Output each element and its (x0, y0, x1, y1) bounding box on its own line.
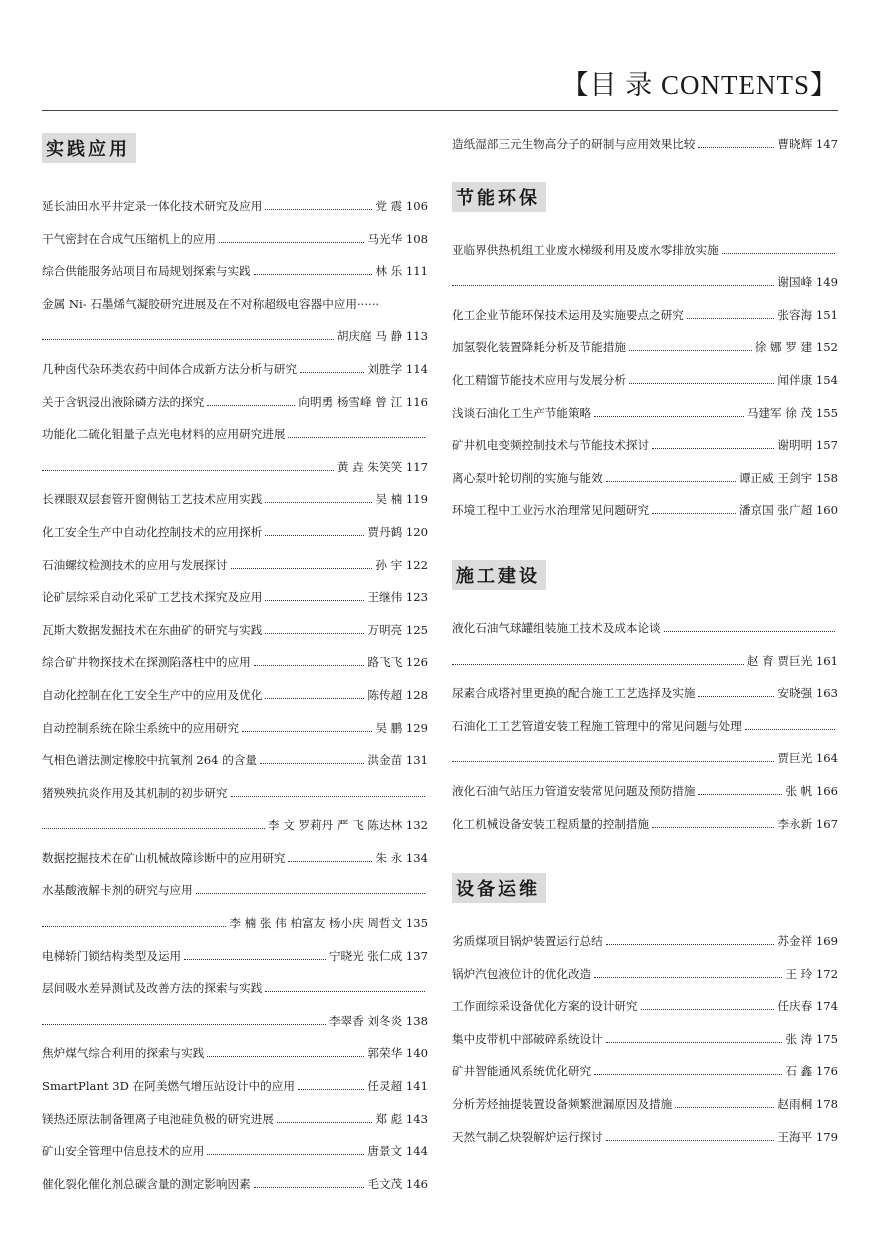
toc-entry[interactable] (42, 712, 428, 745)
toc-entry-author-page: 张 涛 175 (785, 1031, 838, 1046)
toc-entry-author-page: 贾巨光 164 (777, 751, 838, 766)
toc-entry-title: 化工机械设备安装工程质量的控制措施 (452, 816, 650, 831)
toc-entry-author-page: 任灵超 141 (367, 1079, 428, 1094)
toc-entry-author-page: 宁晓光 张仁成 137 (328, 948, 428, 963)
right-column (452, 128, 838, 1153)
dot-leader (452, 761, 774, 762)
toc-entry[interactable] (42, 386, 428, 419)
toc-entry-title: 环境工程中工业污水治理常见问题研究 (452, 503, 650, 518)
dot-leader (254, 274, 373, 275)
toc-entry-author-page: 谢明明 157 (777, 438, 838, 453)
toc-entry-author-page: 陈传超 128 (367, 687, 428, 702)
toc-entry-author-page: 李翠香 刘冬炎 138 (328, 1013, 428, 1028)
toc-entry[interactable] (42, 581, 428, 614)
toc-entry[interactable] (42, 223, 428, 256)
dot-leader (254, 665, 365, 666)
toc-entry-title: 液化石油气球罐组装施工技术及成本论谈 (452, 620, 661, 635)
toc-entry-author-page: 王继伟 123 (367, 590, 428, 605)
dot-leader (42, 470, 334, 471)
toc-entry-author-page: 郑 彪 143 (375, 1111, 428, 1126)
toc-entry[interactable] (42, 874, 428, 907)
dot-leader (594, 977, 782, 978)
dot-leader (722, 253, 835, 254)
toc-entry-title: 金属 Ni- 石墨烯气凝胶研究进展及在不对称超级电容器中应用······ (42, 296, 380, 311)
toc-entry-title: 长裸眼双层套管开窗侧钻工艺技术应用实践 (42, 492, 263, 507)
toc-entry[interactable] (452, 1121, 838, 1154)
toc-entry-author-page: 毛文茂 146 (367, 1176, 428, 1191)
toc-entry-author-page: 王 玲 172 (785, 966, 838, 981)
dot-leader (219, 242, 364, 243)
dot-leader (606, 1042, 783, 1043)
toc-entry-author-page: 林 乐 111 (375, 264, 428, 279)
toc-entry[interactable] (452, 808, 838, 841)
dot-leader (452, 285, 774, 286)
contents-title: 【目 录 CONTENTS】 (561, 70, 838, 100)
toc-entry[interactable] (452, 710, 838, 743)
toc-entry[interactable] (452, 234, 838, 267)
section-title: 施工建设 (452, 560, 546, 590)
dot-leader (288, 437, 425, 438)
toc-entry[interactable] (452, 958, 838, 991)
dot-leader (452, 664, 744, 665)
toc-entry-title: 层间吸水差异测试及改善方法的探索与实践 (42, 981, 263, 996)
toc-entry[interactable] (42, 288, 428, 321)
toc-entry-title: 造纸湿部三元生物高分子的研制与应用效果比较 (452, 137, 696, 151)
toc-entry-title: 液化石油气站压力管道安装常见问题及预防措施 (452, 783, 696, 798)
toc-entry[interactable] (42, 777, 428, 810)
toc-entry-title: 镁热还原法制备锂离子电池硅负极的研究进展 (42, 1111, 274, 1126)
toc-entry-title: 综合矿井物探技术在探测陷落柱中的应用 (42, 655, 251, 670)
dot-leader (207, 1154, 364, 1155)
toc-entry-author-page: 张 帆 166 (785, 783, 838, 798)
toc-entry-author-page: 孙 宇 122 (375, 557, 428, 572)
section-title: 设备运维 (452, 873, 546, 903)
toc-entry-title: 气相色谱法测定橡胶中抗氧剂 264 的含量 (42, 753, 258, 768)
toc-entry-author-page: 唐景文 144 (367, 1144, 428, 1159)
dot-leader (260, 763, 364, 764)
toc-entry-author-page: 石 鑫 176 (785, 1064, 838, 1079)
toc-entry-author-page: 徐 娜 罗 建 152 (754, 340, 838, 355)
toc-entry-title: 石油化工工艺管道安装工程施工管理中的常见问题与处理 (452, 718, 742, 733)
toc-entry[interactable] (42, 516, 428, 549)
toc-entry-author-page: 李 文 罗莉丹 严 飞 陈达林 132 (267, 818, 428, 833)
toc-entry-author-page: 安晓强 163 (777, 686, 838, 701)
left-entry-list (42, 190, 428, 1200)
dot-leader (265, 502, 372, 503)
toc-entry[interactable] (42, 940, 428, 973)
toc-entry-title: 瓦斯大数据发掘技术在东曲矿的研究与实践 (42, 622, 263, 637)
toc-entry-title: SmartPlant 3D 在阿美燃气增压站设计中的应用 (42, 1079, 295, 1094)
toc-entry-author-page: 潘京国 张广超 160 (738, 503, 838, 518)
toc-entry-title: 天然气制乙炔裂解炉运行探讨 (452, 1129, 603, 1144)
toc-entry[interactable] (42, 1103, 428, 1136)
dot-leader (42, 828, 265, 829)
dot-leader (265, 535, 364, 536)
toc-entry-author-page: 党 震 106 (375, 199, 428, 213)
toc-entry[interactable] (42, 1070, 428, 1103)
right-section-list (452, 161, 838, 1154)
toc-entry-title: 化工安全生产中自动化控制技术的应用探析 (42, 524, 263, 539)
toc-entry-title: 浅谈石油化工生产节能策略 (452, 405, 592, 420)
toc-entry[interactable] (42, 1037, 428, 1070)
dot-leader (42, 1024, 326, 1025)
dot-leader (265, 633, 364, 634)
toc-entry-author-page: 向明勇 杨雪峰 曾 江 116 (298, 394, 428, 409)
toc-entry-title: 加氢裂化装置降耗分析及节能措施 (452, 340, 626, 355)
toc-entry-author-page: 谭正威 王剑宇 158 (738, 470, 838, 485)
toc-entry[interactable] (452, 364, 838, 397)
dot-leader (300, 372, 364, 373)
dot-leader (629, 350, 752, 351)
toc-entry[interactable] (452, 775, 838, 808)
toc-entry-author-page: 吴 鹏 129 (375, 720, 428, 735)
toc-entry-continuation[interactable] (42, 907, 428, 940)
toc-entry-continuation[interactable] (42, 1005, 428, 1038)
dot-leader (196, 893, 425, 894)
toc-entry-title: 猪殃殃抗炎作用及其机制的初步研究 (42, 785, 228, 800)
toc-entry[interactable] (42, 418, 428, 451)
dot-leader (594, 1074, 782, 1075)
toc-entry-title: 电梯轿门锁结构类型及运用 (42, 948, 182, 963)
section-title: 节能环保 (452, 182, 546, 212)
toc-entry-title: 亚临界供热机组工业废水梯级利用及废水零排放实施 (452, 242, 719, 257)
toc-entry-author-page: 胡庆庭 马 静 113 (336, 329, 428, 344)
toc-entry[interactable] (452, 397, 838, 430)
toc-entry-author-page: 刘胜学 114 (367, 361, 428, 376)
toc-entry-author-page: 路飞飞 126 (367, 655, 428, 670)
section-gap (452, 527, 838, 555)
right-top-entries (452, 128, 838, 161)
toc-entry-title: 离心泵叶轮切削的实施与能效 (452, 470, 603, 485)
toc-entry[interactable] (452, 494, 838, 527)
toc-entry[interactable] (452, 677, 838, 710)
toc-entry[interactable] (42, 744, 428, 777)
dot-leader (42, 926, 226, 927)
toc-entry[interactable] (452, 1088, 838, 1121)
dot-leader (42, 339, 334, 340)
toc-entry-author-page: 黄 垚 朱笑笑 117 (336, 459, 428, 474)
toc-entry-continuation[interactable] (452, 645, 838, 678)
toc-entry-title: 综合供能服务站项目布局规划探索与实践 (42, 264, 251, 279)
section-gap (452, 161, 838, 177)
toc-entry-title: 化工企业节能环保技术运用及实施要点之研究 (452, 307, 684, 322)
toc-entry[interactable] (42, 353, 428, 386)
dot-leader (652, 448, 774, 449)
toc-entry-title: 分析芳烃抽提装置设备频繁泄漏原因及措施 (452, 1097, 673, 1112)
toc-entry-continuation[interactable] (452, 266, 838, 299)
dot-leader (265, 209, 372, 210)
section-title-practice: 实践应用 (42, 133, 136, 163)
toc-entry-title: 矿井机电变频控制技术与节能技术探讨 (452, 438, 650, 453)
dot-leader (231, 796, 425, 797)
toc-entry-author-page: 苏金祥 169 (777, 934, 838, 949)
toc-entry[interactable] (42, 190, 428, 223)
toc-entry-title: 自动控制系统在除尘系统中的应用研究 (42, 720, 240, 735)
toc-entry-author-page: 谢国峰 149 (777, 275, 838, 290)
toc-entry-title: 数据挖掘技术在矿山机械故障诊断中的应用研究 (42, 850, 286, 865)
dot-leader (698, 794, 782, 795)
toc-entry[interactable] (42, 614, 428, 647)
dot-leader (698, 147, 774, 148)
dot-leader (675, 1107, 774, 1108)
header-rule (42, 110, 838, 111)
section-gap (452, 840, 838, 868)
toc-entry-author-page: 马光华 108 (367, 231, 428, 246)
dot-leader (265, 698, 364, 699)
dot-leader (664, 631, 835, 632)
toc-entry-author-page: 马建军 徐 茂 155 (746, 405, 838, 420)
toc-entry-author-page: 贾丹鹤 120 (367, 524, 428, 539)
dot-leader (606, 481, 736, 482)
toc-entry-title: 工作面综采设备优化方案的设计研究 (452, 999, 638, 1014)
dot-leader (641, 1009, 775, 1010)
toc-entry[interactable] (42, 1168, 428, 1201)
toc-entry-author-page: 洪金苗 131 (367, 753, 428, 768)
toc-entry[interactable] (452, 612, 838, 645)
dot-leader (265, 600, 364, 601)
dot-leader (184, 959, 326, 960)
dot-leader (288, 861, 372, 862)
toc-entry-continuation[interactable] (42, 809, 428, 842)
dot-leader (277, 1122, 372, 1123)
toc-entry-title: 水基酸液解卡剂的研究与应用 (42, 883, 193, 898)
toc-entry[interactable] (452, 990, 838, 1023)
dot-leader (698, 696, 774, 697)
toc-entry-author-page: 赵 育 贾巨光 161 (746, 653, 838, 668)
toc-entry[interactable] (452, 925, 838, 958)
toc-entry-title: 矿井智能通风系统优化研究 (452, 1064, 592, 1079)
toc-entry-title: 锅炉汽包液位计的优化改造 (452, 966, 592, 981)
toc-entry-author-page: 赵雨桐 178 (777, 1097, 838, 1112)
dot-leader (745, 729, 835, 730)
toc-entry-author-page: 任庆春 174 (777, 999, 838, 1014)
toc-entry-title: 劣质煤项目锅炉装置运行总结 (452, 934, 603, 949)
toc-entry-author-page: 万明亮 125 (367, 622, 428, 637)
toc-entry-title: 矿山安全管理中信息技术的应用 (42, 1144, 205, 1159)
toc-entry-author-page: 闻伴康 154 (777, 372, 838, 387)
toc-entry-author-page: 曹晓辉 147 (777, 137, 838, 151)
toc-entry-title: 自动化控制在化工安全生产中的应用及优化 (42, 687, 263, 702)
dot-leader (652, 827, 774, 828)
toc-entry[interactable] (452, 429, 838, 462)
dot-leader (265, 991, 425, 992)
toc-entry-continuation[interactable] (452, 742, 838, 775)
dot-leader (231, 568, 373, 569)
toc-entry[interactable] (452, 1055, 838, 1088)
toc-entry[interactable] (42, 646, 428, 679)
toc-entry[interactable] (42, 972, 428, 1005)
toc-entry[interactable] (42, 679, 428, 712)
toc-entry-title: 集中皮带机中部破碎系统设计 (452, 1031, 603, 1046)
dot-leader (687, 318, 775, 319)
toc-entry[interactable] (42, 483, 428, 516)
toc-entry[interactable] (452, 1023, 838, 1056)
toc-entry-title: 论矿层综采自动化采矿工艺技术探究及应用 (42, 590, 263, 605)
toc-entry-title: 几种卤代杂环类农药中间体合成新方法分析与研究 (42, 361, 298, 376)
toc-entry-title: 催化裂化催化剂总碳含量的测定影响因素 (42, 1176, 251, 1191)
dot-leader (606, 944, 775, 945)
toc-entry-title: 焦炉煤气综合利用的探索与实践 (42, 1046, 205, 1061)
dot-leader (652, 513, 736, 514)
toc-entry-title: 功能化二硫化钼量子点光电材料的应用研究进展 (42, 427, 286, 442)
toc-entry[interactable] (452, 331, 838, 364)
toc-entry-author-page: 李 楠 张 伟 柏富友 杨小庆 周哲文 135 (229, 916, 428, 931)
toc-entry-continuation[interactable] (42, 320, 428, 353)
toc-entry[interactable] (452, 128, 838, 161)
toc-entry[interactable] (42, 255, 428, 288)
toc-entry-title: 关于含钒浸出液除磷方法的探究 (42, 394, 205, 409)
toc-entry[interactable] (42, 842, 428, 875)
toc-entry-author-page: 郭荣华 140 (367, 1046, 428, 1061)
toc-entry-continuation[interactable] (42, 451, 428, 484)
toc-entry[interactable] (42, 1135, 428, 1168)
dot-leader (207, 1056, 364, 1057)
dot-leader (207, 405, 295, 406)
toc-entry-title: 尿素合成塔衬里更换的配合施工工艺选择及实施 (452, 686, 696, 701)
toc-entry-author-page: 李永新 167 (777, 816, 838, 831)
toc-entry-author-page: 朱 永 134 (375, 850, 428, 865)
dot-leader (242, 731, 372, 732)
toc-entry[interactable] (452, 299, 838, 332)
toc-entry-author-page: 张容海 151 (777, 307, 838, 322)
dot-leader (629, 383, 774, 384)
toc-entry[interactable] (452, 462, 838, 495)
toc-entry-author-page: 吴 楠 119 (375, 492, 428, 507)
toc-entry-author-page: 王海平 179 (777, 1129, 838, 1144)
dot-leader (594, 416, 744, 417)
dot-leader (254, 1187, 365, 1188)
toc-entry-title: 化工精馏节能技术应用与发展分析 (452, 372, 626, 387)
dot-leader (606, 1140, 775, 1141)
toc-entry-title: 干气密封在合成气压缩机上的应用 (42, 231, 216, 246)
dot-leader (298, 1089, 364, 1090)
toc-entry[interactable] (42, 549, 428, 582)
left-column (42, 128, 428, 1200)
toc-entry-title: 延长油田水平井定录一体化技术研究及应用 (42, 199, 263, 213)
toc-entry-title: 石油螺纹检测技术的应用与发展探讨 (42, 557, 228, 572)
